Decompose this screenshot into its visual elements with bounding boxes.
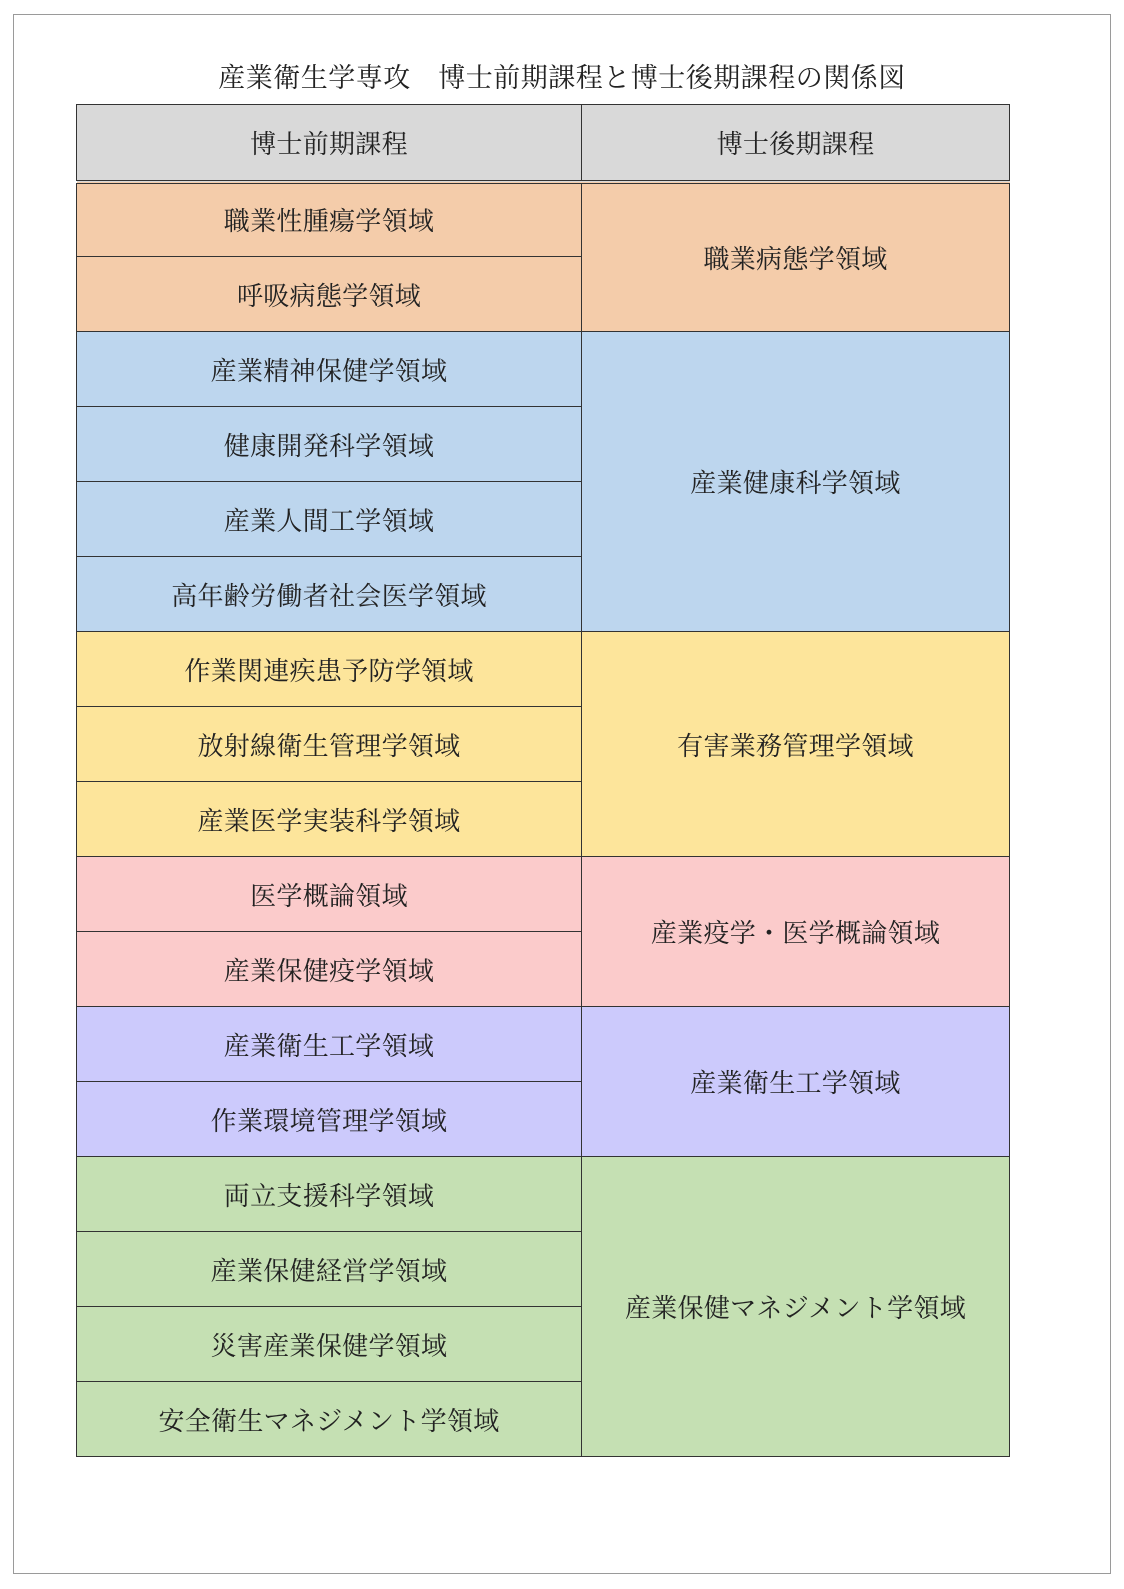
master-field-cell: 災害産業保健学領域 — [77, 1307, 582, 1382]
master-field-cell: 職業性腫瘍学領域 — [77, 182, 582, 257]
header-master-course: 博士前期課程 — [77, 105, 582, 182]
master-field-cell: 作業環境管理学領域 — [77, 1082, 582, 1157]
table-row — [77, 1007, 1010, 1082]
master-field-cell: 産業医学実装科学領域 — [77, 782, 582, 857]
master-field-cell: 産業保健経営学領域 — [77, 1232, 582, 1307]
master-field-cell: 産業衛生工学領域 — [77, 1007, 582, 1082]
relationship-table — [76, 104, 1010, 1457]
doctoral-field-cell: 有害業務管理学領域 — [582, 632, 1010, 857]
master-field-cell: 健康開発科学領域 — [77, 407, 582, 482]
doctoral-field-cell: 産業保健マネジメント学領域 — [582, 1157, 1010, 1457]
master-field-cell: 安全衛生マネジメント学領域 — [77, 1382, 582, 1457]
page-title: 産業衛生学専攻 博士前期課程と博士後期課程の関係図 — [218, 63, 906, 94]
doctoral-field-cell: 職業病態学領域 — [582, 182, 1010, 332]
master-field-cell: 産業精神保健学領域 — [77, 332, 582, 407]
doctoral-field-cell: 産業健康科学領域 — [582, 332, 1010, 632]
master-field-cell: 産業人間工学領域 — [77, 482, 582, 557]
doctoral-field-cell: 産業衛生工学領域 — [582, 1007, 1010, 1157]
table-row — [77, 857, 1010, 932]
table-row — [77, 632, 1010, 707]
table-row — [77, 1157, 1010, 1232]
master-field-cell: 放射線衛生管理学領域 — [77, 707, 582, 782]
header-row — [77, 105, 1010, 182]
table-row — [77, 182, 1010, 257]
master-field-cell: 両立支援科学領域 — [77, 1157, 582, 1232]
master-field-cell: 産業保健疫学領域 — [77, 932, 582, 1007]
master-field-cell: 医学概論領域 — [77, 857, 582, 932]
master-field-cell: 高年齢労働者社会医学領域 — [77, 557, 582, 632]
table-row — [77, 332, 1010, 407]
master-field-cell: 呼吸病態学領域 — [77, 257, 582, 332]
doctoral-field-cell: 産業疫学・医学概論領域 — [582, 857, 1010, 1007]
master-field-cell: 作業関連疾患予防学領域 — [77, 632, 582, 707]
header-doctoral-course: 博士後期課程 — [582, 105, 1010, 182]
